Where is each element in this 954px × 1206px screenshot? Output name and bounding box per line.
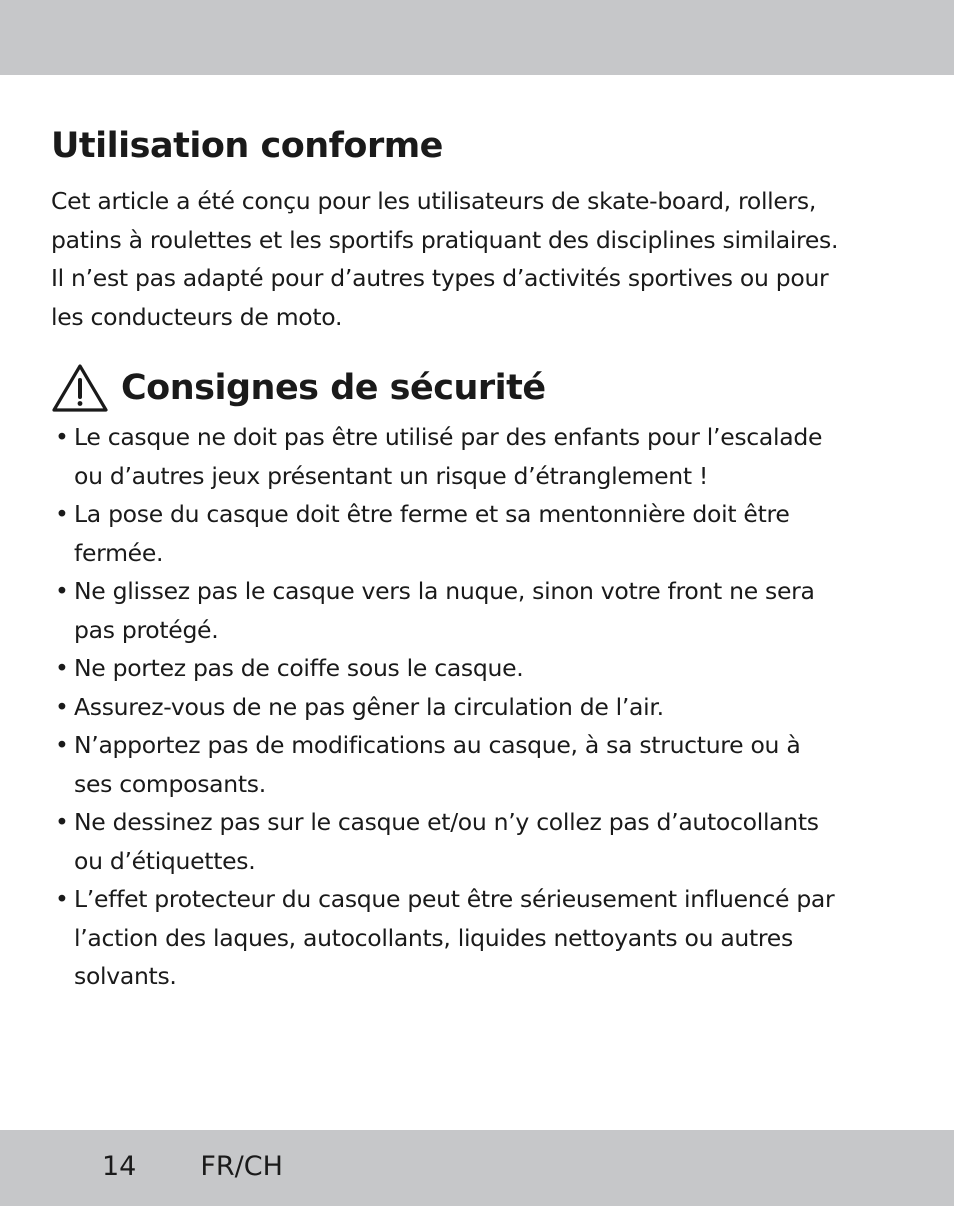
list-item-line: Ne dessinez pas sur le casque et/ou n’y collez pas d’autocollants <box>74 808 819 836</box>
paragraph-line: les conducteurs de moto. <box>51 302 343 331</box>
bullet-dot: • <box>55 500 69 528</box>
list-item-line: ou d’étiquettes. <box>74 846 256 875</box>
section-title-intended-use: Utilisation conforme <box>51 126 443 166</box>
list-item-line: solvants. <box>74 962 177 990</box>
list-item <box>51 726 911 803</box>
list-item <box>51 880 911 996</box>
list-item <box>51 495 911 572</box>
list-item-line: ses composants. <box>74 769 266 798</box>
paragraph-line: Il n’est pas adapté pour d’autres types d’activités sportives ou pour <box>51 264 829 292</box>
bullet-dot: • <box>55 577 69 605</box>
list-item-line: fermée. <box>74 538 164 567</box>
list-item-line: Assurez-vous de ne pas gêner la circulation de l’air. <box>74 692 664 721</box>
bullet-dot: • <box>55 808 69 836</box>
list-item <box>51 572 911 649</box>
list-item-line: l’action des laques, autocollants, liquides nettoyants ou autres <box>74 923 793 952</box>
list-item-line: La pose du casque doit être ferme et sa mentonnière doit être <box>74 500 790 528</box>
bullet-dot: • <box>55 423 69 451</box>
list-item-line: L’effet protecteur du casque peut être sérieusement influencé par <box>74 885 835 913</box>
paragraph-line: Cet article a été conçu pour les utilisateurs de skate-board, rollers, <box>51 187 817 215</box>
warning-triangle-icon <box>51 363 109 413</box>
list-item <box>51 418 911 495</box>
section-title-safety: Consignes de sécurité <box>121 368 546 408</box>
page-footer <box>102 1147 283 1187</box>
list-item <box>51 688 911 727</box>
list-item-line: pas protégé. <box>74 615 219 644</box>
paragraph-line: patins à roulettes et les sportifs pratiquant des disciplines similaires. <box>51 225 839 254</box>
safety-list <box>51 418 911 996</box>
intended-use-paragraph <box>51 182 911 336</box>
list-item-line: N’apportez pas de modifications au casque, à sa structure ou à <box>74 731 801 759</box>
bullet-dot: • <box>55 885 69 913</box>
bullet-dot: • <box>55 654 69 682</box>
bullet-dot: • <box>55 692 69 721</box>
list-item <box>51 803 911 880</box>
bullet-dot: • <box>55 731 69 759</box>
list-item-line: ou d’autres jeux présentant un risque d’étranglement ! <box>74 461 709 490</box>
header-band <box>0 0 954 75</box>
page-content <box>51 120 911 996</box>
page-number: 14 <box>102 1151 137 1182</box>
list-item <box>51 649 911 688</box>
language-code: FR/CH <box>200 1151 283 1182</box>
list-item-line: Ne portez pas de coiffe sous le casque. <box>74 654 524 682</box>
list-item-line: Le casque ne doit pas être utilisé par des enfants pour l’escalade <box>74 423 823 451</box>
list-item-line: Ne glissez pas le casque vers la nuque, sinon votre front ne sera <box>74 577 815 605</box>
safety-heading <box>51 360 911 416</box>
